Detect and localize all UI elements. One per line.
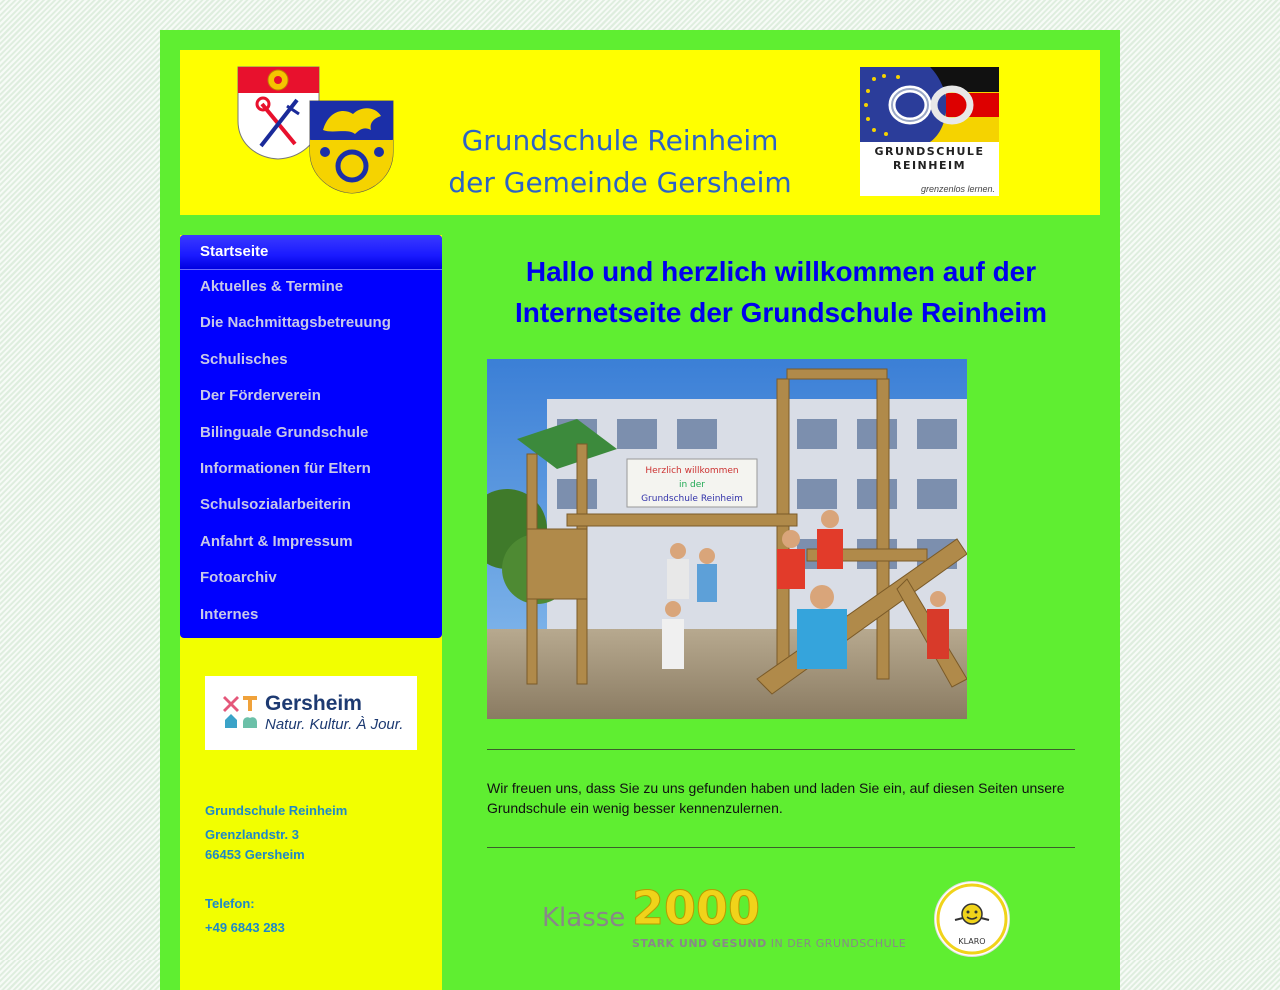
- nav-item-foerderverein[interactable]: Der Förderverein: [200, 387, 321, 405]
- klasse-tagline-bold: STARK UND GESUND: [632, 937, 767, 950]
- intro-text: Wir freuen uns, dass Sie zu uns gefunden haben und laden Sie ein, auf diesen Seiten unsere Grundschule ein wenig besser kennenzulernen.: [487, 780, 1065, 816]
- divider-top: [487, 749, 1075, 750]
- gersheim-logo-link[interactable]: [205, 676, 417, 750]
- playground-photo: [487, 359, 967, 719]
- klaro-text: KLARO: [958, 937, 986, 946]
- header-title-line2: der Gemeinde Gersheim: [448, 166, 792, 199]
- nav-item-fotoarchiv[interactable]: Fotoarchiv: [200, 569, 277, 587]
- welcome-line2: Internetseite der Grundschule Reinheim: [514, 297, 1048, 328]
- address-street: Grenzlandstr. 3: [205, 827, 299, 842]
- banner-line2: in der: [678, 480, 706, 490]
- welcome-line1: Hallo und herzlich willkommen auf der: [525, 256, 1037, 287]
- main-navigation: [180, 235, 442, 638]
- nav-item-startseite[interactable]: Startseite: [180, 235, 442, 270]
- divider-bottom: [487, 847, 1075, 848]
- logo-name-line2: REINHEIM: [892, 159, 967, 172]
- nav-item-nachmittagsbetreuung[interactable]: Die Nachmittagsbetreuung: [200, 314, 391, 332]
- klaro-logo[interactable]: [934, 881, 1010, 957]
- header-title-line1: Grundschule Reinheim: [461, 124, 779, 157]
- page-container: [160, 30, 1120, 990]
- logo-school-name: [860, 145, 999, 173]
- nav-item-schulisches[interactable]: Schulisches: [200, 350, 288, 368]
- header-title: [440, 120, 800, 204]
- banner-line1: Herzlich willkommen: [645, 466, 739, 476]
- klasse-number: 2000: [632, 881, 761, 935]
- gersheim-logo-icon: [223, 694, 259, 730]
- nav-item-bilinguale-grundschule[interactable]: Bilinguale Grundschule: [200, 423, 369, 441]
- nav-item-schulsozialarbeiterin[interactable]: Schulsozialarbeiterin: [200, 496, 351, 514]
- eu-germany-logo-icon: [860, 67, 999, 142]
- header-banner: [180, 50, 1100, 215]
- phone-label: Telefon:: [205, 896, 255, 911]
- gersheim-logo-word: Gersheim: [265, 692, 362, 715]
- klasse2000-logo[interactable]: [542, 881, 927, 957]
- playground-photo-image: [487, 359, 967, 719]
- banner-line3: Grundschule Reinheim: [641, 494, 743, 504]
- klaro-smiley-icon: [935, 882, 1009, 956]
- nav-item-internes[interactable]: Internes: [200, 605, 259, 623]
- nav-item-aktuelles-termine[interactable]: Aktuelles & Termine: [200, 278, 344, 295]
- klasse-tagline-rest: IN DER GRUNDSCHULE: [766, 937, 907, 950]
- gersheim-logo-slogan: Natur. Kultur. À Jour.: [265, 716, 404, 733]
- nav-item-anfahrt-impressum[interactable]: Anfahrt & Impressum: [200, 532, 353, 550]
- gersheim-crest-icon: [309, 100, 395, 195]
- klasse-word: Klasse: [542, 903, 626, 933]
- grundschule-reinheim-logo: [860, 67, 999, 196]
- welcome-heading: [477, 251, 1085, 333]
- phone-number: +49 6843 283: [205, 920, 285, 935]
- address-school-name: Grundschule Reinheim: [205, 803, 348, 818]
- address-city: 66453 Gersheim: [205, 847, 305, 862]
- logo-tagline: grenzenlos lernen.: [920, 184, 995, 194]
- nav-item-informationen-eltern[interactable]: Informationen für Eltern: [200, 459, 371, 477]
- logo-name-line1: GRUNDSCHULE: [874, 145, 985, 158]
- klasse-tagline: [632, 937, 906, 950]
- sidebar: [180, 235, 442, 990]
